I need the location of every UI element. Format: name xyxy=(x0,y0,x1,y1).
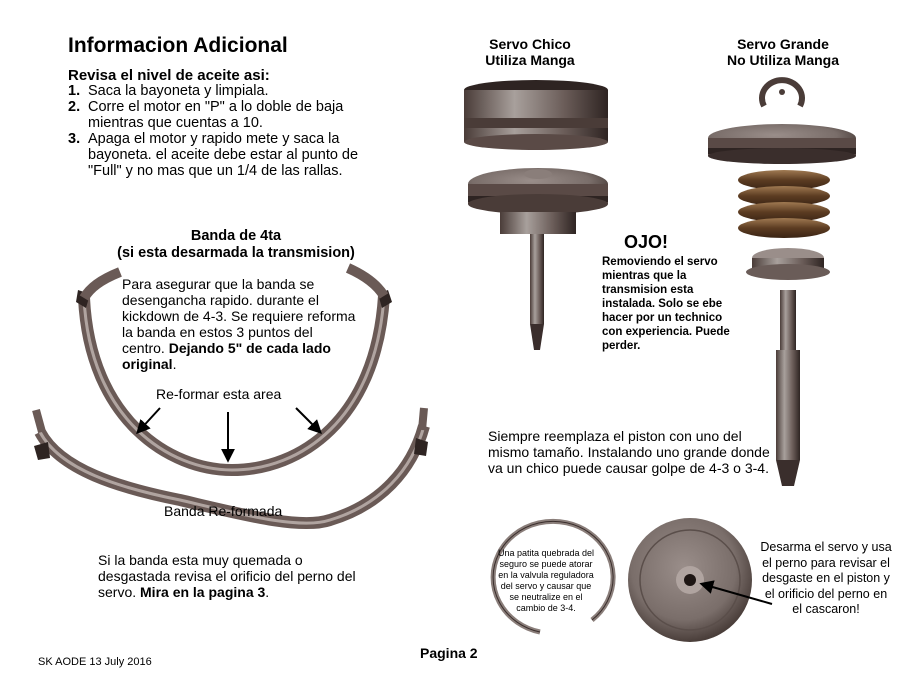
reformed-band-label: Banda Re-formada xyxy=(164,503,283,519)
band-instructions: Para asegurar que la banda se desengancha rapido. durante el kickdown de 4-3. Se requiere reforma la banda en estos 3 puntos del centro. Dejando 5" de cada lado original. xyxy=(122,276,356,372)
servo-chico-heading: Servo Chico Utiliza Manga xyxy=(485,36,575,68)
oil-step-2: 2. Corre el motor en "P" a lo doble de baja mientras que cuentas a 10. xyxy=(68,99,344,131)
piston-size-note: Siempre reemplaza el piston con uno del mismo tamaño. Instalando uno grande donde va un chico puede causar golpe de 4-3 o 3-4. xyxy=(488,428,770,476)
disassemble-note: Desarma el servo y usa el perno para revisar el desgaste en el piston y el orificio del perno en el cascaron! xyxy=(760,540,892,616)
page-title: Informacion Adicional xyxy=(68,34,288,57)
burnt-band-note: Si la banda esta muy quemada o desgastada revisa el orificio del perno del servo. Mira en la pagina 3. xyxy=(98,552,356,600)
warning-title: OJO! xyxy=(624,232,669,252)
servo-chico-sleeve-image xyxy=(464,80,608,150)
oil-step-3: 3. Apaga el motor y rapido mete y saca la bayoneta. el aceite debe estar al punto de "Full" y no mas que un 1/4 de las rallas. xyxy=(68,131,359,179)
reform-area-label: Re-formar esta area xyxy=(156,386,282,402)
servo-grande-spring-image xyxy=(738,170,830,238)
band-heading: Banda de 4ta (si esta desarmada la transmision) xyxy=(117,228,355,261)
servo-grande-clip-image xyxy=(762,80,802,106)
servo-chico-piston-image xyxy=(468,168,608,350)
piston-bottom-image xyxy=(628,518,752,642)
page-number: Pagina 2 xyxy=(420,645,478,661)
servo-grande-piston-image xyxy=(708,124,856,164)
servo-grande-heading: Servo Grande No Utiliza Manga xyxy=(726,36,839,68)
oil-check-steps xyxy=(68,83,368,179)
document-id: SK AODE 13 July 2016 xyxy=(38,656,152,668)
warning-text: Removiendo el servo mientras que la transmision esta instalada. Solo se ebe hacer por un technico con experiencia. Puede perder. xyxy=(602,256,730,352)
oil-check-heading: Revisa el nivel de aceite asi: xyxy=(68,67,270,84)
oil-step-1: 1. Saca la bayoneta y limpiala. xyxy=(68,83,269,99)
snap-ring-note: Una patita quebrada del seguro se puede atorar en la valvula reguladora del servo y causar que se neutralize en el cambio de 3-4. xyxy=(497,548,595,613)
